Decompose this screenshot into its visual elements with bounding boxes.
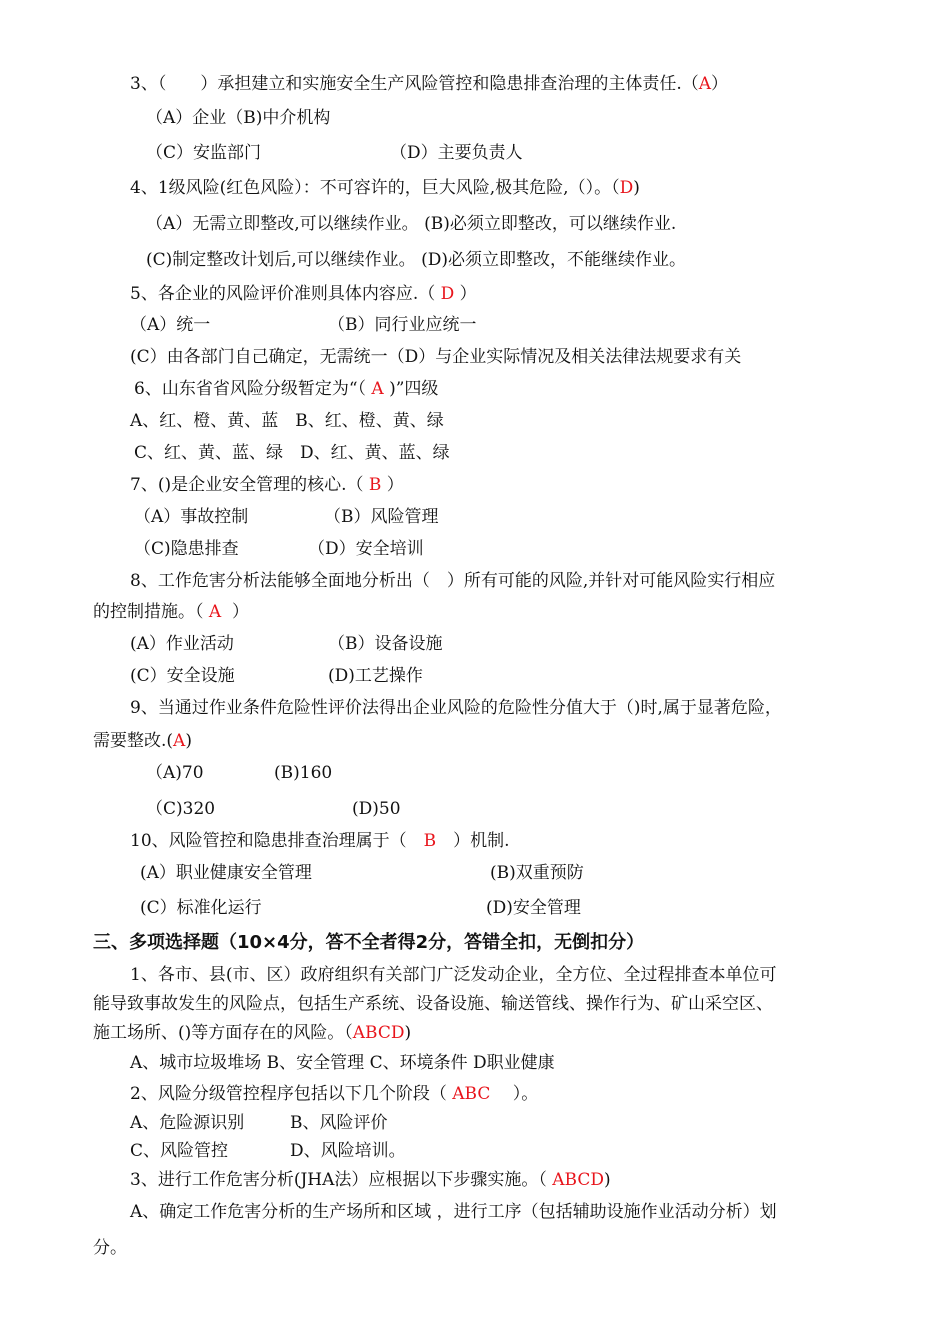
question-text-end: ）	[381, 475, 404, 495]
question-7	[130, 477, 404, 494]
answer: A	[698, 74, 711, 94]
option: (D)安全管理	[486, 898, 581, 918]
question-8: 8、工作危害分析法能够全面地分析出（ ）所有可能的风险,并针对可能风险实行相应	[130, 571, 776, 591]
option: （C)隐患排查	[134, 539, 239, 559]
option: （B）设备设施	[328, 634, 443, 654]
question-text-end: )	[633, 178, 640, 198]
question-3	[130, 76, 728, 93]
section-heading: 三、多项选择题（10×4分，答不全者得2分，答错全扣，无倒扣分）	[93, 932, 645, 953]
answer: A	[208, 602, 222, 622]
answer: A	[371, 379, 384, 399]
option: （B）同行业应统一	[328, 315, 477, 335]
option: A、红、橙、黄、蓝 B、红、橙、黄、绿	[130, 411, 444, 431]
option: (C）安全设施	[130, 666, 235, 686]
option: (B)双重预防	[490, 863, 584, 883]
question-text: 6、山东省省风险分级暂定为“（	[134, 379, 372, 399]
option: （A）无需立即整改,可以继续作业。 (B)必须立即整改，可以继续作业.	[146, 214, 677, 234]
answer: B	[423, 831, 437, 851]
question-text: 10、风险管控和隐患排查治理属于（	[130, 831, 424, 851]
option: （C)320	[146, 799, 216, 819]
option: C、风险管控	[130, 1141, 229, 1161]
option-cont: 分。	[93, 1238, 127, 1258]
question-text-end: ）机制.	[436, 831, 510, 851]
question-text-end: ）	[221, 602, 249, 622]
option: (A）职业健康安全管理	[140, 863, 312, 883]
question-8-cont	[93, 604, 249, 621]
answer: D	[440, 284, 455, 304]
option: (C）由各部门自己确定，无需统一（D）与企业实际情况及相关法律法规要求有关	[130, 347, 742, 367]
question-text: 2、风险分级管控程序包括以下几个阶段（	[130, 1084, 453, 1104]
question-text: 7、()是企业安全管理的核心.（	[130, 475, 369, 495]
option: （D）主要负责人	[390, 143, 523, 163]
option: A、危险源识别	[130, 1113, 245, 1133]
question-text: 需要整改.(	[93, 731, 174, 751]
option: A、城市垃圾堆场 B、安全管理 C、环境条件 D职业健康	[130, 1053, 555, 1073]
question-6	[134, 381, 438, 398]
question-text-end: )	[404, 1023, 412, 1043]
option: (D)工艺操作	[328, 666, 423, 686]
option: B、风险评价	[290, 1113, 388, 1133]
option: (D)50	[352, 799, 401, 819]
option: C、红、黄、蓝、绿 D、红、黄、蓝、绿	[134, 443, 450, 463]
question-text-end: ）	[454, 284, 477, 304]
question-5	[130, 286, 477, 303]
answer: B	[368, 475, 382, 495]
question-text-end: ）。	[490, 1084, 539, 1104]
option: (C）标准化运行	[140, 898, 262, 918]
answer: ABCD	[552, 1170, 605, 1190]
option: （A）企业（B)中介机构	[146, 108, 331, 128]
question-text: 3、进行工作危害分析(JHA法）应根据以下步骤实施。（	[130, 1170, 553, 1190]
option: （A）统一	[130, 315, 211, 335]
question-text-end: ）	[711, 74, 728, 94]
answer: ABCD	[352, 1023, 405, 1043]
option: (B)160	[274, 763, 333, 783]
option: A、确定工作危害分析的生产场所和区域 ，进行工序（包括辅助设施作业活动分析）划	[130, 1202, 777, 1222]
option: D、风险培训。	[290, 1141, 406, 1161]
option: （B）风险管理	[324, 507, 439, 527]
multi-question-1-cont: 能导致事故发生的风险点，包括生产系统、设备设施、输送管线、操作行为、矿山采空区、	[93, 994, 773, 1014]
question-text: 5、各企业的风险评价准则具体内容应.（	[130, 284, 441, 304]
option: (C)制定整改计划后,可以继续作业。 (D)必须立即整改，不能继续作业。	[146, 250, 686, 270]
multi-question-3	[130, 1172, 611, 1189]
answer: A	[173, 731, 186, 751]
answer: D	[619, 178, 634, 198]
option: （D）安全培训	[308, 539, 424, 559]
question-9: 9、当通过作业条件危险性评价法得出企业风险的危险性分值大于（)时,属于显著危险，	[130, 698, 782, 718]
option: （A)70	[146, 763, 204, 783]
multi-question-2	[130, 1086, 538, 1103]
option: （A）事故控制	[134, 507, 249, 527]
option: （C）安监部门	[146, 143, 262, 163]
option: (A）作业活动	[130, 634, 234, 654]
question-4	[130, 180, 640, 197]
question-text-end: )	[185, 731, 192, 751]
question-10	[130, 833, 510, 850]
question-text: 的控制措施。（	[93, 602, 209, 622]
question-text-end: )	[604, 1170, 611, 1190]
multi-question-1-end	[93, 1025, 411, 1042]
multi-question-1: 1、各市、县(市、区）政府组织有关部门广泛发动企业，全方位、全过程排查本单位可	[130, 965, 777, 985]
question-text: 3、（ ）承担建立和实施安全生产风险管控和隐患排查治理的主体责任.（	[130, 74, 699, 94]
question-text: 4、1级风险(红色风险）：不可容许的，巨大风险,极其危险,（）。（	[130, 178, 620, 198]
question-text-end: )”四级	[383, 379, 439, 399]
question-9-cont	[93, 733, 192, 750]
question-text: 施工场所、()等方面存在的风险。（	[93, 1023, 353, 1043]
answer: ABC	[452, 1084, 491, 1104]
